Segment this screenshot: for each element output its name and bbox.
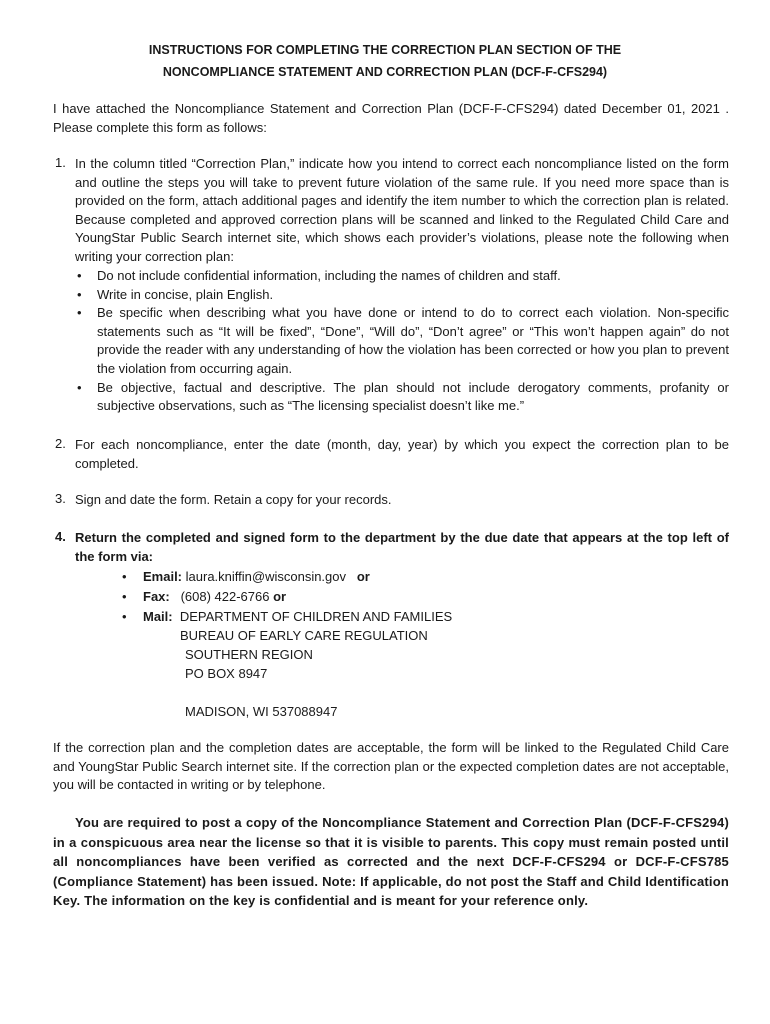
contact-mail-row	[120, 607, 452, 627]
mail-line-2: BUREAU OF EARLY CARE REGULATION	[180, 628, 428, 643]
email-label: Email:	[143, 569, 183, 584]
mail-line-1: DEPARTMENT OF CHILDREN AND FAMILIES	[179, 609, 453, 624]
acceptance-paragraph: If the correction plan and the completion dates are acceptable, the form will be linked to the Regulated Child Care and YoungStar Public Search internet site. If the correction plan or the expected completion dates are not acceptable, you will be contacted in writing or by telephone.	[53, 740, 729, 793]
mail-line-4: PO BOX 8947	[185, 666, 268, 681]
fax-value: (608) 422-6766	[180, 589, 270, 604]
mail-label: Mail:	[143, 609, 173, 624]
item-1-number: 1.	[55, 155, 66, 170]
item-2-text: For each noncompliance, enter the date (month, day, year) by which you expect the correction plan to be completed.	[75, 437, 729, 471]
page-title-line-2: NONCOMPLIANCE STATEMENT AND CORRECTION PLAN (DCF-F-CFS294)	[162, 65, 608, 79]
list-item: • Be objective, factual and descriptive. The plan should not include derogatory comments, profanity or subjective observations, such as “The licensing specialist doesn’t like me.”	[75, 379, 729, 416]
item-4-number: 4.	[55, 529, 66, 544]
list-item: • Do not include confidential information, including the names of children and staff.	[75, 267, 729, 286]
mail-line-3: SOUTHERN REGION	[185, 647, 313, 662]
email-value: laura.kniffin@wisconsin.gov	[185, 569, 347, 584]
fax-or: or	[273, 589, 287, 604]
mail-line-5: MADISON, WI 537088947	[185, 704, 338, 719]
item-3-number: 3.	[55, 491, 66, 506]
list-item: • Be specific when describing what you have done or intend to do to correct each violation. Non-specific statements such as “It will be fixed”, “Done”, “Will do”, “Don’t agree” or “This won’t happen again” do not provide the reader with any understanding of how the violation has been corrected or how you plan to prevent the violation from occurring again.	[75, 304, 729, 378]
page-title-line-1: INSTRUCTIONS FOR COMPLETING THE CORRECTION PLAN SECTION OF THE	[148, 43, 622, 57]
contact-fax-row	[120, 587, 452, 607]
intro-paragraph: I have attached the Noncompliance Statement and Correction Plan (DCF-F-CFS294) dated December 01, 2021 . Please complete this form as follows:	[53, 101, 729, 135]
item-1-text: In the column titled “Correction Plan,” indicate how you intend to correct each noncompliance listed on the form and outline the steps you will take to prevent future violation of the same rule. If you need more space than is provided on the form, attach additional pages and identify the item number to which the correction plan is related. Because completed and approved correction plans will be scanned and linked to the Regulated Child Care and YoungStar Public Search internet site, which shows each provider’s violations, please note the following when writing your correction plan:	[75, 156, 729, 264]
item-1-bullet-list	[75, 267, 729, 416]
contact-methods	[120, 567, 452, 627]
posting-paragraph: You are required to post a copy of the Noncompliance Statement and Correction Plan (DCF-F-CFS294) in a conspicuous area near the license so that it is visible to parents. This copy must remain posted until all noncompliances have been verified as corrected and the next DCF-F-CFS294 or DCF-F-CFS785 (Compliance Statement) has been issued. Note: If applicable, do not post the Staff and Child Identification Key. The information on the key is confidential and is meant for your reference only.	[53, 815, 729, 909]
item-2-number: 2.	[55, 436, 66, 451]
item-4-text: Return the completed and signed form to the department by the due date that appears at the top left of the form via:	[75, 530, 729, 564]
item-3-text: Sign and date the form. Retain a copy for your records.	[75, 492, 392, 507]
list-item: • Write in concise, plain English.	[75, 286, 729, 305]
email-or: or	[356, 569, 370, 584]
fax-label: Fax:	[143, 589, 170, 604]
contact-email-row	[120, 567, 452, 587]
